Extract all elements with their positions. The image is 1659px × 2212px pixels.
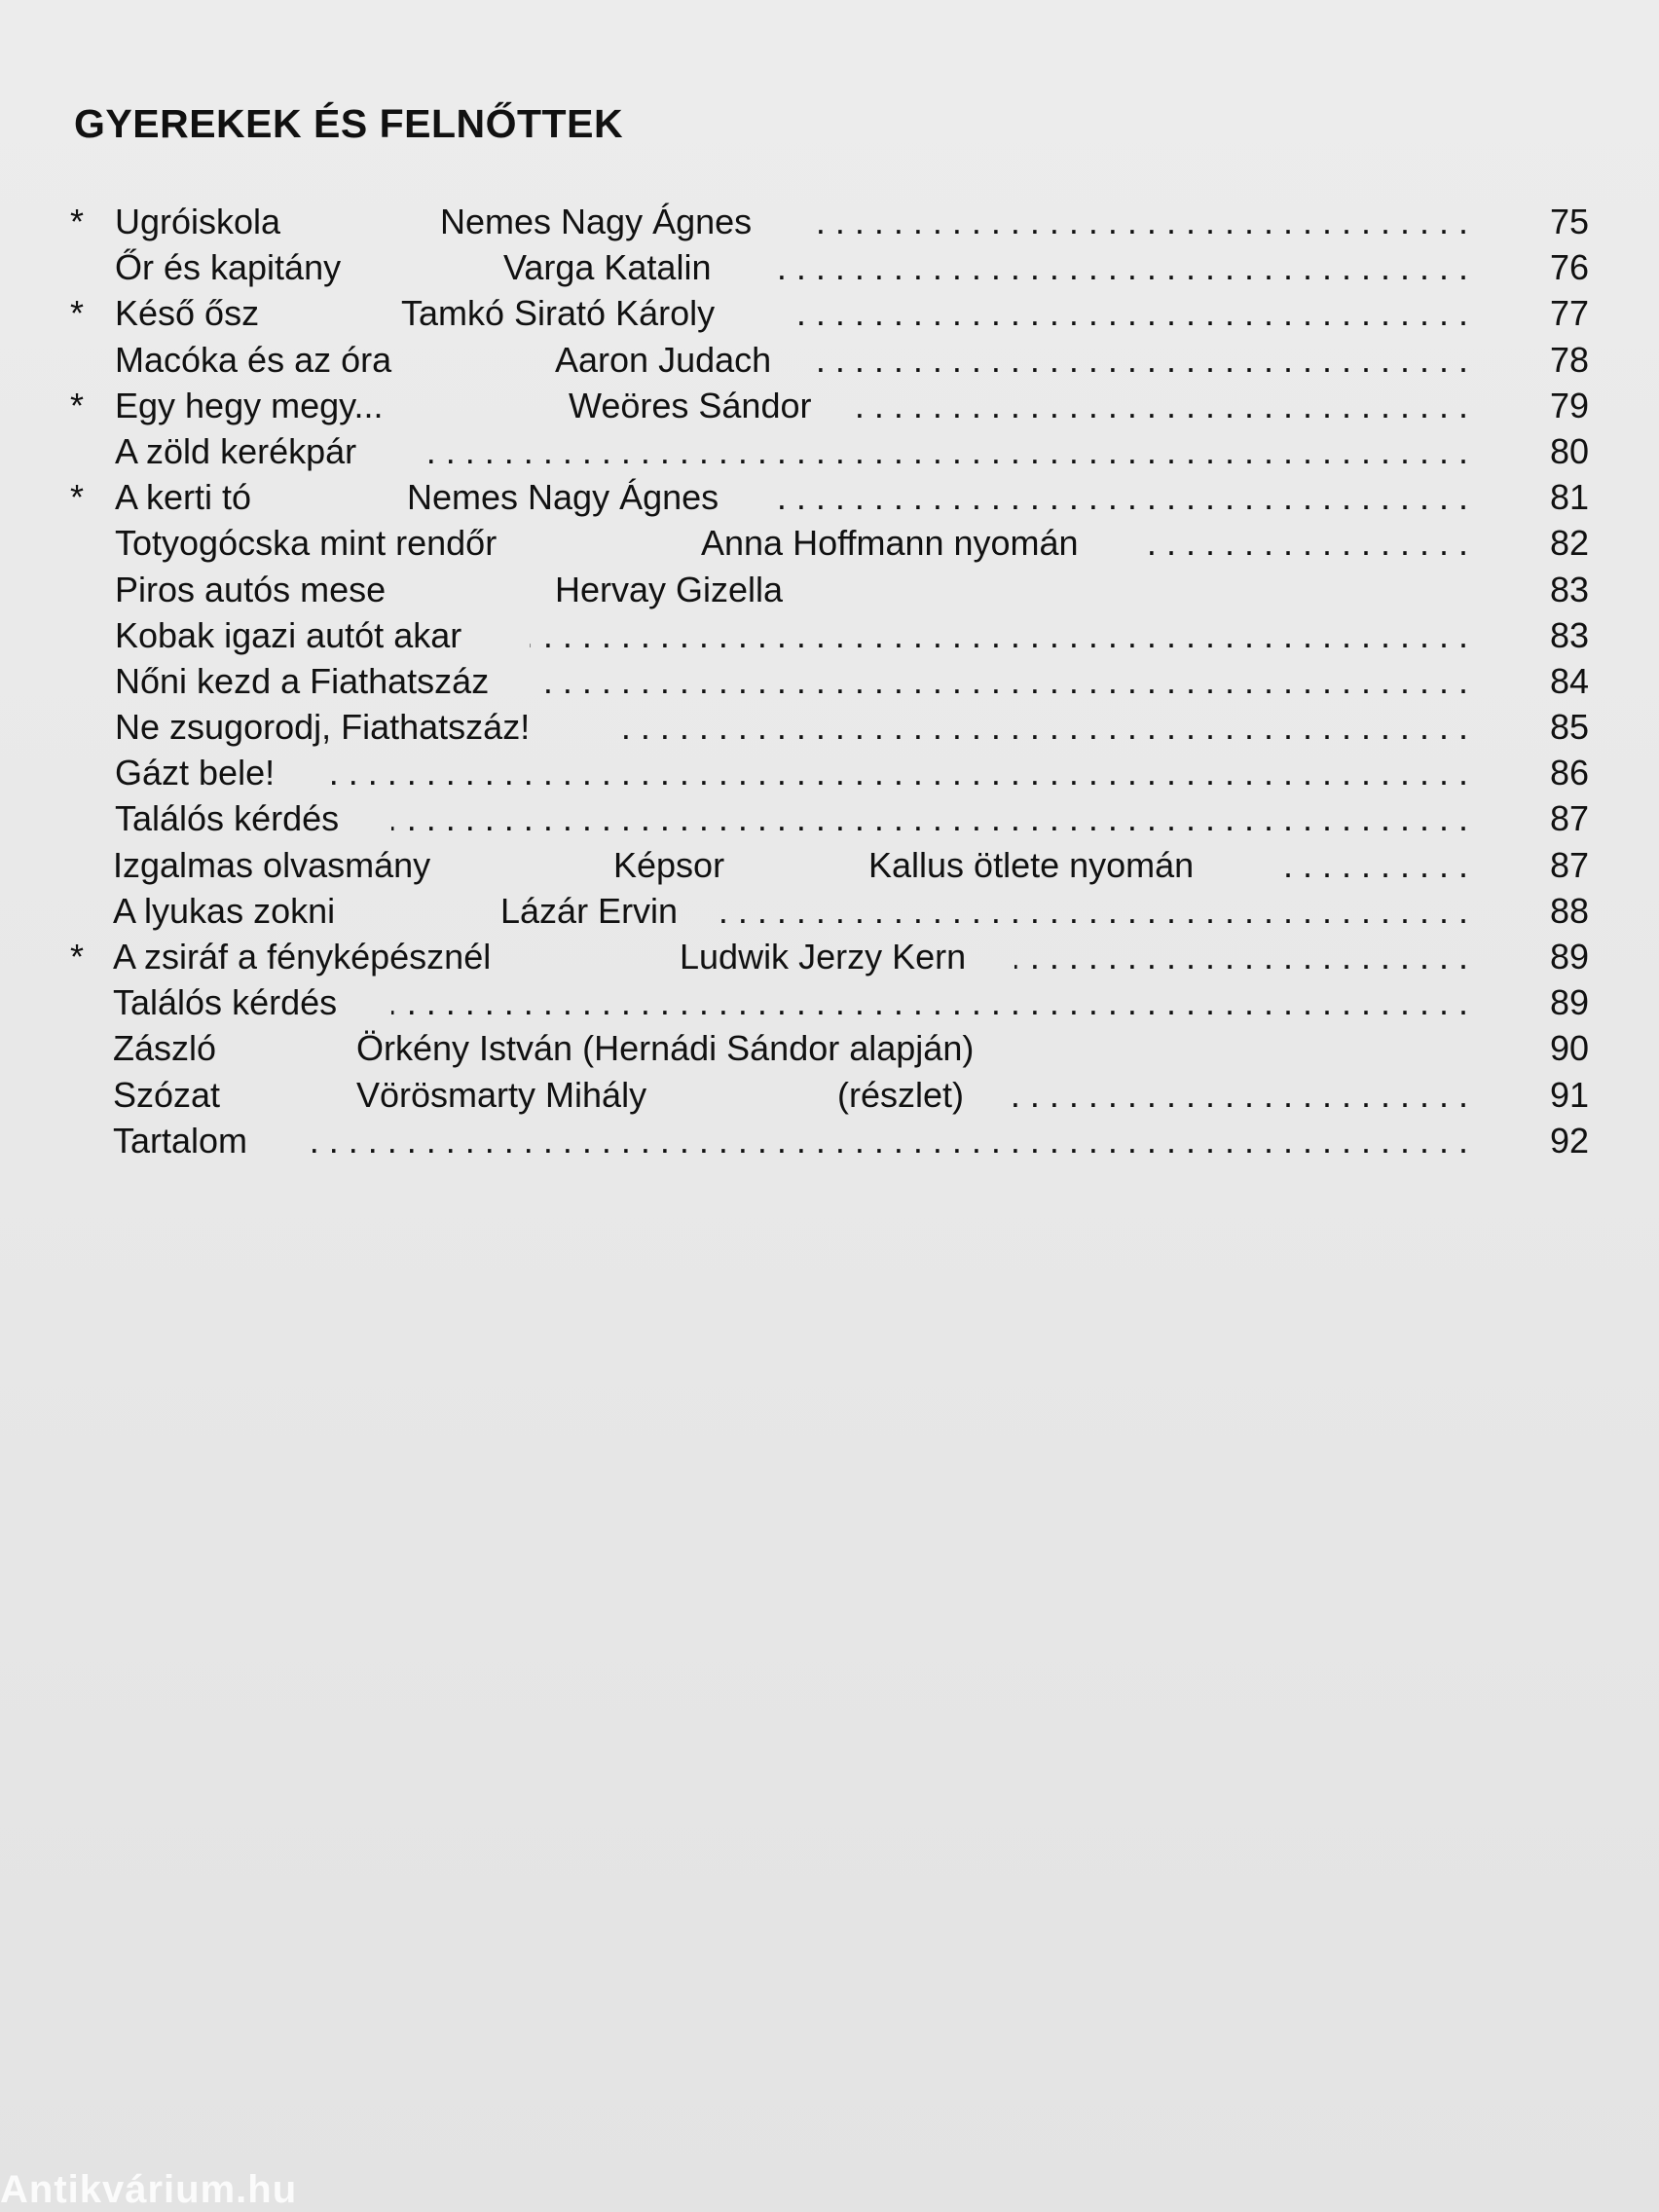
toc-row <box>70 934 1589 979</box>
toc-row <box>70 244 1589 290</box>
leader-dots <box>1277 842 1468 888</box>
toc-title: A lyukas zokni <box>113 890 336 931</box>
leader-dots <box>609 704 1468 750</box>
page-number: 75 <box>1549 202 1589 241</box>
toc-author: Varga Katalin <box>503 247 712 288</box>
toc-title: Macóka és az óra <box>115 339 392 380</box>
toc-author: Vörösmarty Mihály <box>356 1074 647 1115</box>
toc-title: Kobak igazi autót akar <box>115 614 462 655</box>
page-number: 82 <box>1549 523 1589 564</box>
toc-row <box>70 1025 1589 1071</box>
toc-row <box>70 383 1589 428</box>
page-number: 78 <box>1549 339 1589 380</box>
toc-author: Lázár Ervin <box>500 890 679 931</box>
toc-row <box>70 750 1589 795</box>
table-of-contents <box>70 199 1589 1163</box>
page-number: 84 <box>1549 660 1589 701</box>
page-number: 92 <box>1549 1120 1589 1161</box>
toc-title: A zsiráf a fényképésznél <box>113 937 492 977</box>
page-number: 80 <box>1549 430 1589 471</box>
toc-row <box>70 658 1589 704</box>
toc-title: Zászló <box>113 1028 217 1069</box>
toc-row <box>70 979 1589 1025</box>
page-number: 76 <box>1549 247 1589 288</box>
section-heading: GYEREKEK ÉS FELNŐTTEK <box>74 101 624 146</box>
leader-dots <box>1149 520 1468 566</box>
page-number: 87 <box>1549 844 1589 885</box>
leader-dots <box>423 428 1468 474</box>
toc-author: Anna Hoffmann nyomán <box>701 523 1079 564</box>
leader-dots <box>530 612 1468 658</box>
watermark: Antikvárium.hu <box>0 2168 298 2211</box>
toc-row <box>70 704 1589 750</box>
page-number: 87 <box>1549 798 1589 839</box>
toc-row <box>70 428 1589 474</box>
page-number: 86 <box>1549 753 1589 793</box>
toc-title: Gázt bele! <box>115 753 276 793</box>
page-number: 77 <box>1549 293 1589 334</box>
toc-title: Tartalom <box>113 1120 248 1161</box>
toc-title: Piros autós mese <box>115 569 387 609</box>
toc-row <box>70 567 1589 612</box>
leader-dots <box>391 979 1468 1025</box>
page-number: 79 <box>1549 385 1589 425</box>
toc-title: A zöld kerékpár <box>115 430 357 471</box>
toc-title: Nőni kezd a Fiathatszáz <box>115 660 490 701</box>
toc-title: Késő ősz <box>115 293 260 334</box>
toc-author: Tamkó Sirató Károly <box>401 293 716 334</box>
toc-title: Ne zsugorodj, Fiathatszáz! <box>115 707 531 748</box>
page-number: 90 <box>1549 1028 1589 1069</box>
leader-dots <box>391 795 1468 841</box>
toc-author: Hervay Gizella <box>555 569 784 609</box>
leader-dots <box>849 383 1468 428</box>
toc-author: Aaron Judach <box>555 339 772 380</box>
new-marker: * <box>70 293 85 334</box>
page-number: 81 <box>1549 477 1589 518</box>
new-marker: * <box>70 477 85 518</box>
toc-author: Nemes Nagy Ágnes <box>440 202 753 241</box>
toc-row <box>70 474 1589 520</box>
leader-dots <box>300 1118 1468 1163</box>
toc-row <box>70 888 1589 934</box>
toc-author: Képsor <box>613 844 725 885</box>
toc-note: (részlet) <box>837 1074 965 1115</box>
toc-title: Találós kérdés <box>113 982 338 1023</box>
leader-dots <box>771 244 1468 290</box>
toc-row <box>70 199 1589 244</box>
leader-dots <box>999 1072 1468 1118</box>
toc-author: Örkény István (Hernádi Sándor alapján) <box>356 1028 975 1069</box>
toc-author: Weöres Sándor <box>569 385 812 425</box>
toc-title: Szózat <box>113 1074 221 1115</box>
toc-row <box>70 612 1589 658</box>
toc-title: Őr és kapitány <box>115 247 342 288</box>
page-number: 83 <box>1549 614 1589 655</box>
leader-dots <box>769 474 1468 520</box>
toc-row <box>70 1118 1589 1163</box>
toc-title: Totyogócska mint rendőr <box>115 523 498 564</box>
toc-title: Egy hegy megy... <box>115 385 384 425</box>
toc-author: Ludwik Jerzy Kern <box>680 937 967 977</box>
toc-title: Izgalmas olvasmány <box>113 844 431 885</box>
leader-dots <box>812 337 1468 383</box>
new-marker: * <box>70 202 85 241</box>
leader-dots <box>543 658 1468 704</box>
page-number: 83 <box>1549 569 1589 609</box>
toc-row <box>70 842 1589 888</box>
toc-note: Kallus ötlete nyomán <box>868 844 1195 885</box>
toc-row <box>70 290 1589 336</box>
page-number: 89 <box>1549 982 1589 1023</box>
toc-row <box>70 1072 1589 1118</box>
leader-dots <box>810 199 1468 244</box>
page-number: 88 <box>1549 890 1589 931</box>
new-marker: * <box>70 385 85 425</box>
toc-title: Találós kérdés <box>115 798 340 839</box>
page-number: 89 <box>1549 937 1589 977</box>
toc-title: A kerti tó <box>115 477 252 518</box>
leader-dots <box>789 290 1468 336</box>
page-number: 85 <box>1549 707 1589 748</box>
leader-dots <box>1014 934 1468 979</box>
leader-dots <box>325 750 1468 795</box>
toc-row <box>70 337 1589 383</box>
new-marker: * <box>70 937 85 977</box>
toc-author: Nemes Nagy Ágnes <box>407 477 719 518</box>
page-number: 91 <box>1549 1074 1589 1115</box>
toc-row <box>70 795 1589 841</box>
toc-title: Ugróiskola <box>115 202 281 241</box>
toc-row <box>70 520 1589 566</box>
leader-dots <box>719 888 1468 934</box>
